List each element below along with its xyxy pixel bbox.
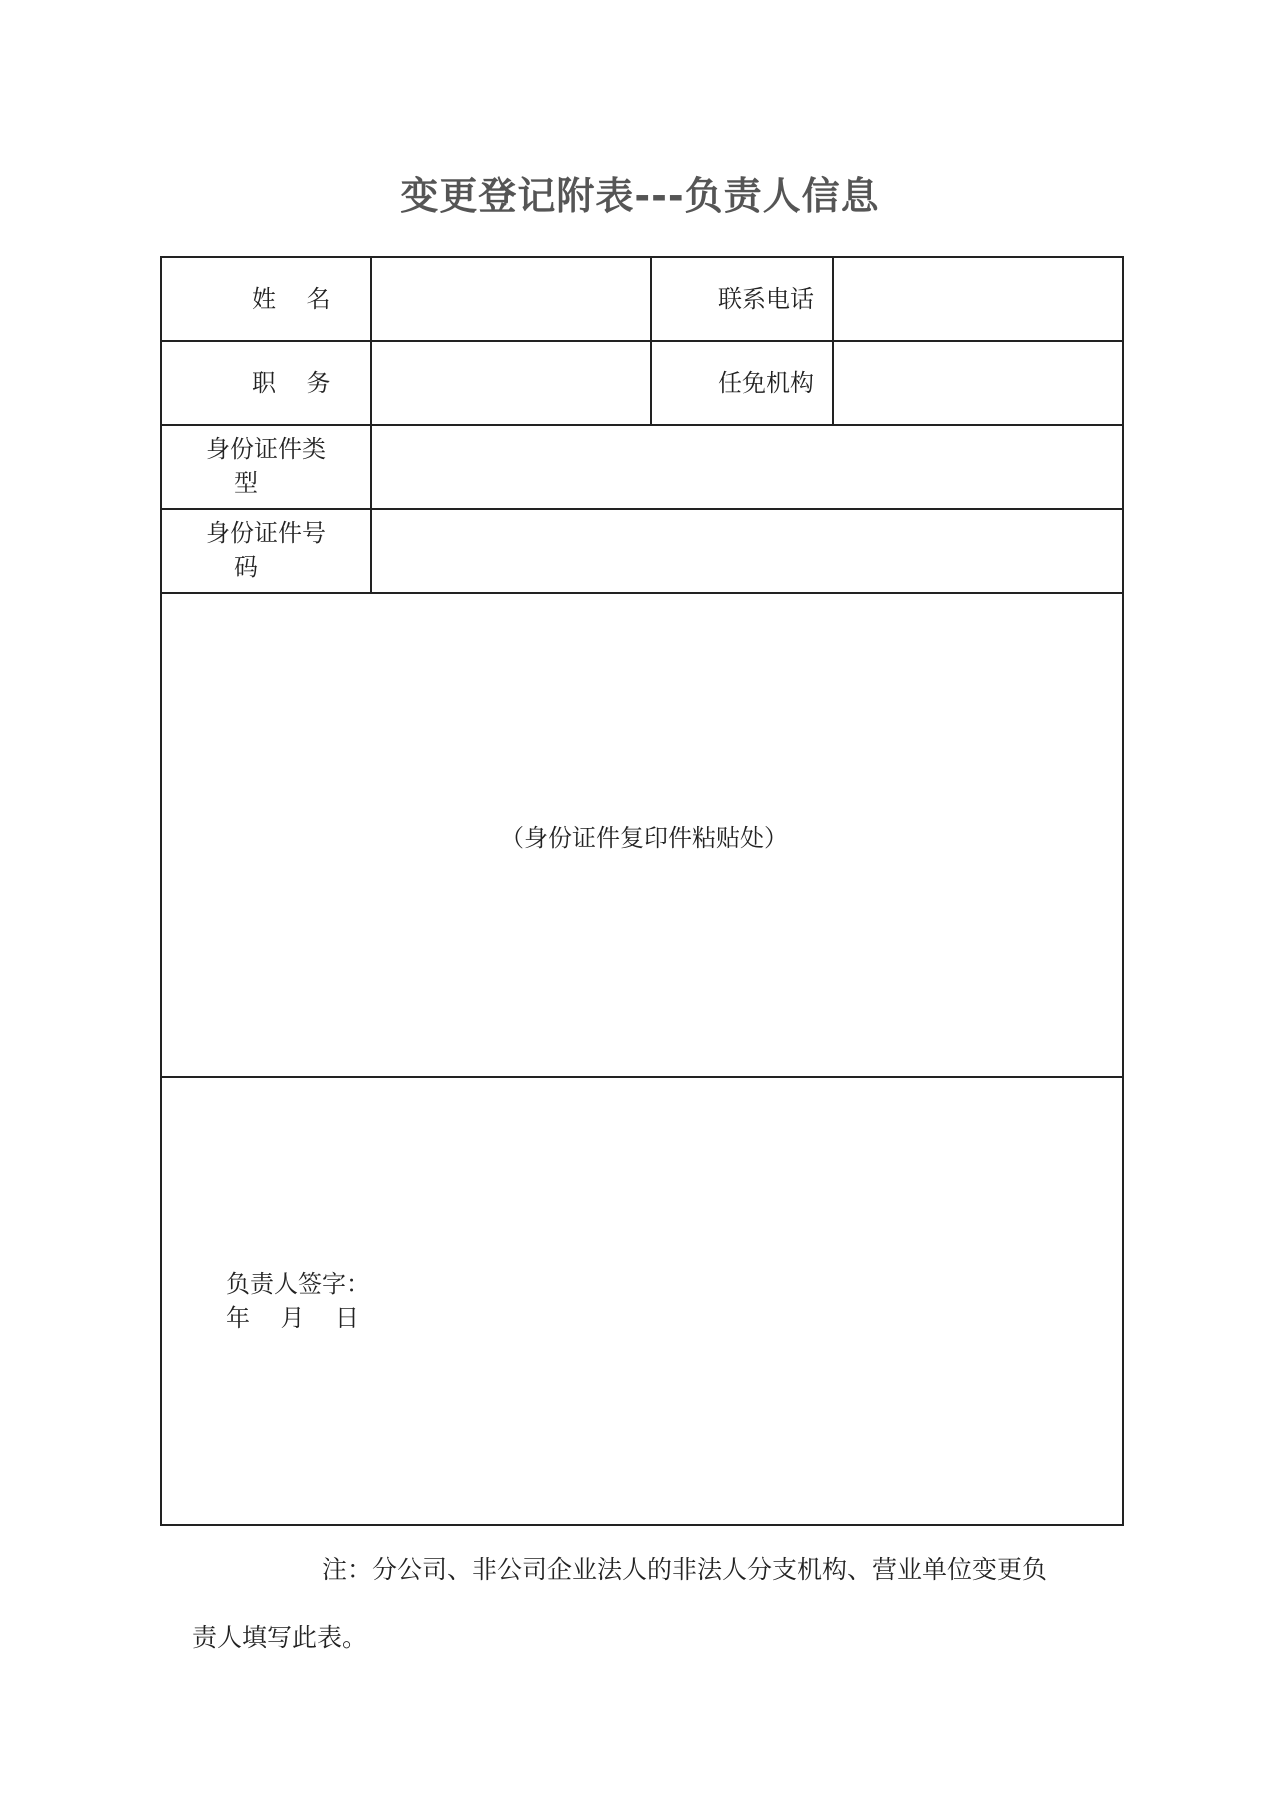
position-field[interactable] bbox=[386, 368, 636, 402]
date-label: 年 月 日 bbox=[226, 1304, 360, 1332]
signature-block bbox=[226, 1267, 370, 1335]
id-type-label bbox=[206, 432, 356, 500]
phone-field[interactable] bbox=[846, 284, 1106, 318]
id-type-label-line1: 身份证件类 bbox=[206, 435, 326, 463]
column-divider bbox=[650, 258, 652, 424]
id-number-field[interactable] bbox=[386, 534, 1106, 568]
row-divider bbox=[162, 340, 1124, 342]
phone-label: 联系电话 bbox=[718, 285, 814, 313]
column-divider bbox=[832, 258, 834, 424]
page-title: 变更登记附表---负责人信息 bbox=[400, 174, 880, 218]
id-number-label-line1: 身份证件号 bbox=[206, 519, 326, 547]
note-line-2: 责人填写此表。 bbox=[192, 1623, 368, 1652]
id-type-label-line2: 型 bbox=[234, 469, 258, 497]
row-divider bbox=[162, 1076, 1124, 1078]
name-label: 姓 名 bbox=[252, 285, 331, 313]
row-divider bbox=[162, 508, 1124, 510]
id-number-label bbox=[206, 516, 356, 584]
row-divider bbox=[162, 424, 1124, 426]
signature-label: 负责人签字： bbox=[226, 1270, 370, 1298]
position-label: 职 务 bbox=[252, 369, 331, 397]
name-field[interactable] bbox=[386, 284, 636, 318]
id-number-label-line2: 码 bbox=[234, 553, 258, 581]
note-line-1: 注：分公司、非公司企业法人的非法人分支机构、营业单位变更负 bbox=[322, 1555, 1048, 1584]
appointing-authority-field[interactable] bbox=[846, 368, 1106, 402]
id-copy-placeholder: （身份证件复印件粘贴处） bbox=[500, 824, 788, 852]
column-divider bbox=[370, 258, 372, 592]
row-divider bbox=[162, 592, 1124, 594]
id-type-field[interactable] bbox=[386, 450, 1106, 484]
responsible-person-form bbox=[160, 256, 1124, 1526]
appointing-authority-label: 任免机构 bbox=[718, 369, 814, 397]
